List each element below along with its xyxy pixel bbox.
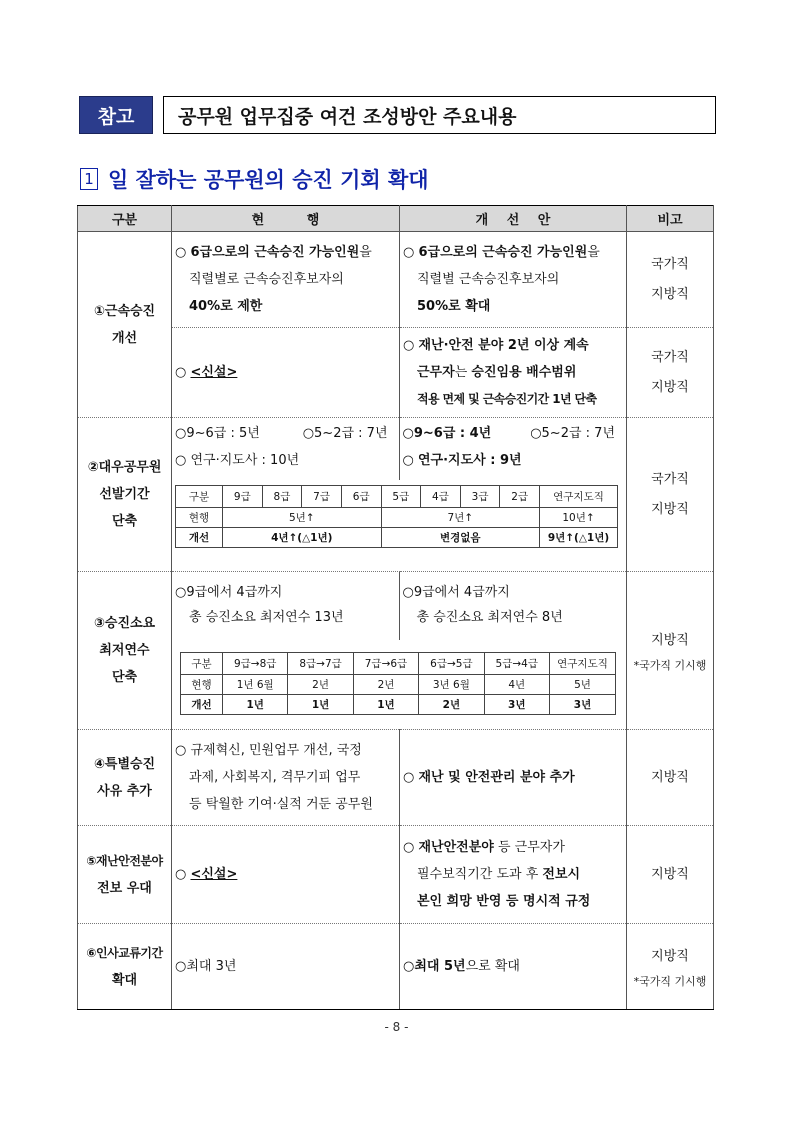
note-text: 지방직 bbox=[651, 501, 689, 517]
sub-header: 9급 bbox=[223, 486, 263, 508]
table-row bbox=[78, 826, 714, 924]
proposal-cell bbox=[400, 232, 627, 328]
header-note: 비고 bbox=[627, 206, 714, 232]
category-cell bbox=[78, 232, 172, 418]
header-current: 현 행 bbox=[172, 206, 400, 232]
table-row bbox=[78, 418, 714, 572]
reference-badge: 참고 bbox=[79, 96, 153, 134]
note-cell bbox=[627, 826, 714, 924]
table-row bbox=[78, 232, 714, 328]
proposal-cell bbox=[400, 826, 627, 924]
sub-header: 연구지도직 bbox=[540, 486, 618, 508]
text: ○ 연구·지도사 : 10년 bbox=[175, 453, 300, 468]
note-text: 지방직 bbox=[651, 948, 689, 964]
note-text: 지방직 bbox=[651, 379, 689, 395]
sub-header: 3급 bbox=[460, 486, 500, 508]
sub-header: 6급 bbox=[341, 486, 381, 508]
category-cell bbox=[78, 730, 172, 826]
sub-cell: 3년 bbox=[550, 695, 616, 715]
text-underlined: <신설> bbox=[190, 867, 238, 882]
category-label: 확대 bbox=[111, 972, 138, 988]
section-number: 1 bbox=[80, 168, 98, 190]
category-label: ③승진소요 bbox=[93, 616, 156, 631]
text: ○최대 3년 bbox=[175, 959, 237, 974]
category-label: 전보 우대 bbox=[97, 880, 152, 896]
category-label: ①근속승진 bbox=[93, 303, 156, 319]
sub-header: 연구지도직 bbox=[550, 653, 616, 675]
current-cell bbox=[172, 232, 400, 328]
sub-table bbox=[175, 485, 618, 548]
text: 등 탁월한 기여·실적 거둔 공무원 bbox=[189, 797, 373, 812]
sub-cell: 개선 bbox=[176, 528, 223, 548]
sub-header: 8급 bbox=[262, 486, 302, 508]
text-bold: 연구·지도사 : 9년 bbox=[417, 453, 522, 468]
note-cell bbox=[627, 924, 714, 1010]
sub-cell: 개선 bbox=[181, 695, 223, 715]
sub-cell: 2년 bbox=[353, 675, 418, 695]
text: ○9~6급 : 5년 bbox=[175, 426, 260, 441]
current-cell bbox=[172, 730, 400, 826]
header-category: 구분 bbox=[78, 206, 172, 232]
sub-header: 7급 bbox=[302, 486, 342, 508]
sub-header: 2급 bbox=[500, 486, 540, 508]
bullet: ○ bbox=[175, 245, 191, 260]
table-row bbox=[78, 328, 714, 418]
section-heading bbox=[80, 164, 429, 194]
sub-cell: 4년 bbox=[484, 675, 549, 695]
text: 는 bbox=[454, 365, 472, 380]
text-bold: 승진임용 배수범위 bbox=[471, 365, 577, 380]
note-text: 국가직 bbox=[651, 256, 689, 272]
bullet: ○ bbox=[175, 365, 191, 380]
text: ○5~2급 : 7년 bbox=[302, 426, 388, 441]
text-underlined: <신설> bbox=[190, 365, 238, 380]
sub-header: 7급→6급 bbox=[353, 653, 418, 675]
text: 필수보직기간 도과 후 bbox=[417, 867, 543, 882]
category-cell bbox=[78, 418, 172, 572]
sub-cell: 9년↑(△1년) bbox=[540, 528, 618, 548]
sub-cell: 현행 bbox=[176, 508, 223, 528]
note-text: 지방직 bbox=[651, 866, 689, 882]
page-title: 공무원 업무집중 여건 조성방안 주요내용 bbox=[163, 96, 716, 134]
sub-header: 8급→7급 bbox=[288, 653, 353, 675]
text: 직렬별로 근속승진후보자의 bbox=[189, 272, 344, 287]
note-cell bbox=[627, 232, 714, 328]
merged-cell bbox=[172, 418, 627, 572]
bullet: ○ bbox=[403, 338, 419, 353]
sub-cell: 현행 bbox=[181, 675, 223, 695]
category-label: 선발기간 bbox=[99, 487, 150, 502]
sub-cell: 4년↑(△1년) bbox=[223, 528, 382, 548]
text: 등 근무자가 bbox=[493, 840, 565, 855]
sub-cell: 2년 bbox=[288, 675, 353, 695]
text: 총 승진소요 최저연수 8년 bbox=[416, 610, 563, 625]
current-cell bbox=[172, 572, 400, 640]
note-text: 국가직 bbox=[651, 471, 689, 487]
sub-header: 4급 bbox=[421, 486, 461, 508]
sub-table bbox=[180, 652, 616, 715]
bullet: ○ bbox=[403, 840, 419, 855]
sub-cell: 1년 6월 bbox=[223, 675, 288, 695]
proposal-cell bbox=[400, 572, 627, 640]
text: ○9급에서 4급까지 bbox=[175, 585, 283, 600]
text: 으로 확대 bbox=[465, 959, 520, 974]
text: ○9급에서 4급까지 bbox=[402, 585, 510, 600]
sub-cell: 7년↑ bbox=[381, 508, 540, 528]
header-proposal: 개 선 안 bbox=[400, 206, 627, 232]
bullet: ○ bbox=[403, 959, 415, 974]
current-cell bbox=[172, 826, 400, 924]
table-header-row bbox=[78, 206, 714, 232]
text-bold: 근무자 bbox=[417, 365, 455, 380]
note-cell bbox=[627, 572, 714, 730]
text: 과제, 사회복지, 격무기피 업무 bbox=[189, 770, 361, 785]
current-cell bbox=[172, 328, 400, 418]
sub-cell: 3년 6월 bbox=[419, 675, 484, 695]
text-bold: 재난안전분야 bbox=[418, 840, 494, 855]
text: ○ 규제혁신, 민원업무 개선, 국정 bbox=[175, 743, 362, 758]
proposal-cell: ○9~6급 : 4년 ○5~2급 : 7년 ○ 연구·지도사 : 9년 bbox=[400, 418, 627, 480]
category-label: 사유 추가 bbox=[97, 783, 152, 799]
table-row bbox=[78, 730, 714, 826]
sub-header: 5급 bbox=[381, 486, 421, 508]
note-text: 지방직 bbox=[651, 286, 689, 302]
sub-cell: 1년 bbox=[223, 695, 288, 715]
comparison-table bbox=[77, 205, 714, 1010]
category-label: ④특별승진 bbox=[93, 756, 156, 772]
bullet: ○ bbox=[403, 245, 419, 260]
category-label: 단축 bbox=[111, 670, 138, 685]
note-text: 지방직 bbox=[651, 769, 689, 785]
sub-header: 구분 bbox=[176, 486, 223, 508]
sub-cell: 10년↑ bbox=[540, 508, 618, 528]
text-bold: 재난 및 안전관리 분야 추가 bbox=[418, 770, 575, 785]
sub-cell: 3년 bbox=[484, 695, 549, 715]
category-cell bbox=[78, 924, 172, 1010]
sub-cell: 1년 bbox=[353, 695, 418, 715]
note-text: *국가직 기시행 bbox=[633, 658, 707, 672]
text: 총 승진소요 최저연수 13년 bbox=[189, 610, 344, 625]
text-bold: 적용 면제 및 근속승진기간 1년 단축 bbox=[417, 392, 597, 406]
text-bold: 6급으로의 근속승진 가능인원 bbox=[418, 245, 588, 260]
proposal-cell bbox=[400, 328, 627, 418]
text-bold: 9~6급 : 4년 bbox=[413, 426, 492, 441]
category-label: ②대우공무원 bbox=[87, 460, 162, 475]
text-bold: 전보시 bbox=[542, 867, 581, 882]
sub-header: 구분 bbox=[181, 653, 223, 675]
category-label: 최저연수 bbox=[99, 643, 150, 658]
category-cell bbox=[78, 826, 172, 924]
proposal-cell bbox=[400, 730, 627, 826]
table-row bbox=[78, 572, 714, 730]
text: 을 bbox=[359, 245, 372, 260]
bullet: ○ bbox=[175, 867, 191, 882]
category-label: ⑤재난안전분야 bbox=[86, 853, 163, 868]
current-cell bbox=[172, 924, 400, 1010]
text-bold: 40%로 제한 bbox=[189, 299, 263, 314]
sub-cell: 변경없음 bbox=[381, 528, 540, 548]
section-title: 일 잘하는 공무원의 승진 기회 확대 bbox=[108, 168, 429, 192]
category-label: ⑥인사교류기간 bbox=[86, 945, 163, 960]
note-text: 국가직 bbox=[651, 349, 689, 365]
merged-cell bbox=[172, 572, 627, 730]
table-row bbox=[78, 924, 714, 1010]
note-cell bbox=[627, 328, 714, 418]
sub-cell: 5년↑ bbox=[223, 508, 382, 528]
note-text: 지방직 bbox=[651, 632, 689, 648]
text: 을 bbox=[587, 245, 600, 260]
sub-header: 9급→8급 bbox=[223, 653, 288, 675]
sub-cell: 1년 bbox=[288, 695, 353, 715]
text-bold: 50%로 확대 bbox=[417, 299, 491, 314]
note-cell bbox=[627, 418, 714, 572]
sub-cell: 2년 bbox=[419, 695, 484, 715]
current-cell bbox=[172, 418, 400, 480]
note-text: *국가직 기시행 bbox=[633, 974, 707, 988]
text-bold: 최대 5년 bbox=[414, 959, 466, 974]
text-bold: 본인 희망 반영 등 명시적 규정 bbox=[417, 894, 591, 909]
text: ○5~2급 : 7년 bbox=[530, 426, 615, 441]
proposal-cell bbox=[400, 924, 627, 1010]
category-label: 개선 bbox=[111, 330, 138, 346]
text: 직렬별 근속승진후보자의 bbox=[417, 272, 560, 287]
page-number: - 8 - bbox=[384, 1020, 409, 1034]
sub-cell: 5년 bbox=[550, 675, 616, 695]
sub-header: 5급→4급 bbox=[484, 653, 549, 675]
category-cell bbox=[78, 572, 172, 730]
note-cell bbox=[627, 730, 714, 826]
text-bold: 재난·안전 분야 2년 이상 계속 bbox=[418, 338, 589, 353]
category-label: 단축 bbox=[111, 514, 138, 529]
bullet: ○ bbox=[403, 770, 419, 785]
sub-header: 6급→5급 bbox=[419, 653, 484, 675]
text-bold: 6급으로의 근속승진 가능인원 bbox=[190, 245, 360, 260]
